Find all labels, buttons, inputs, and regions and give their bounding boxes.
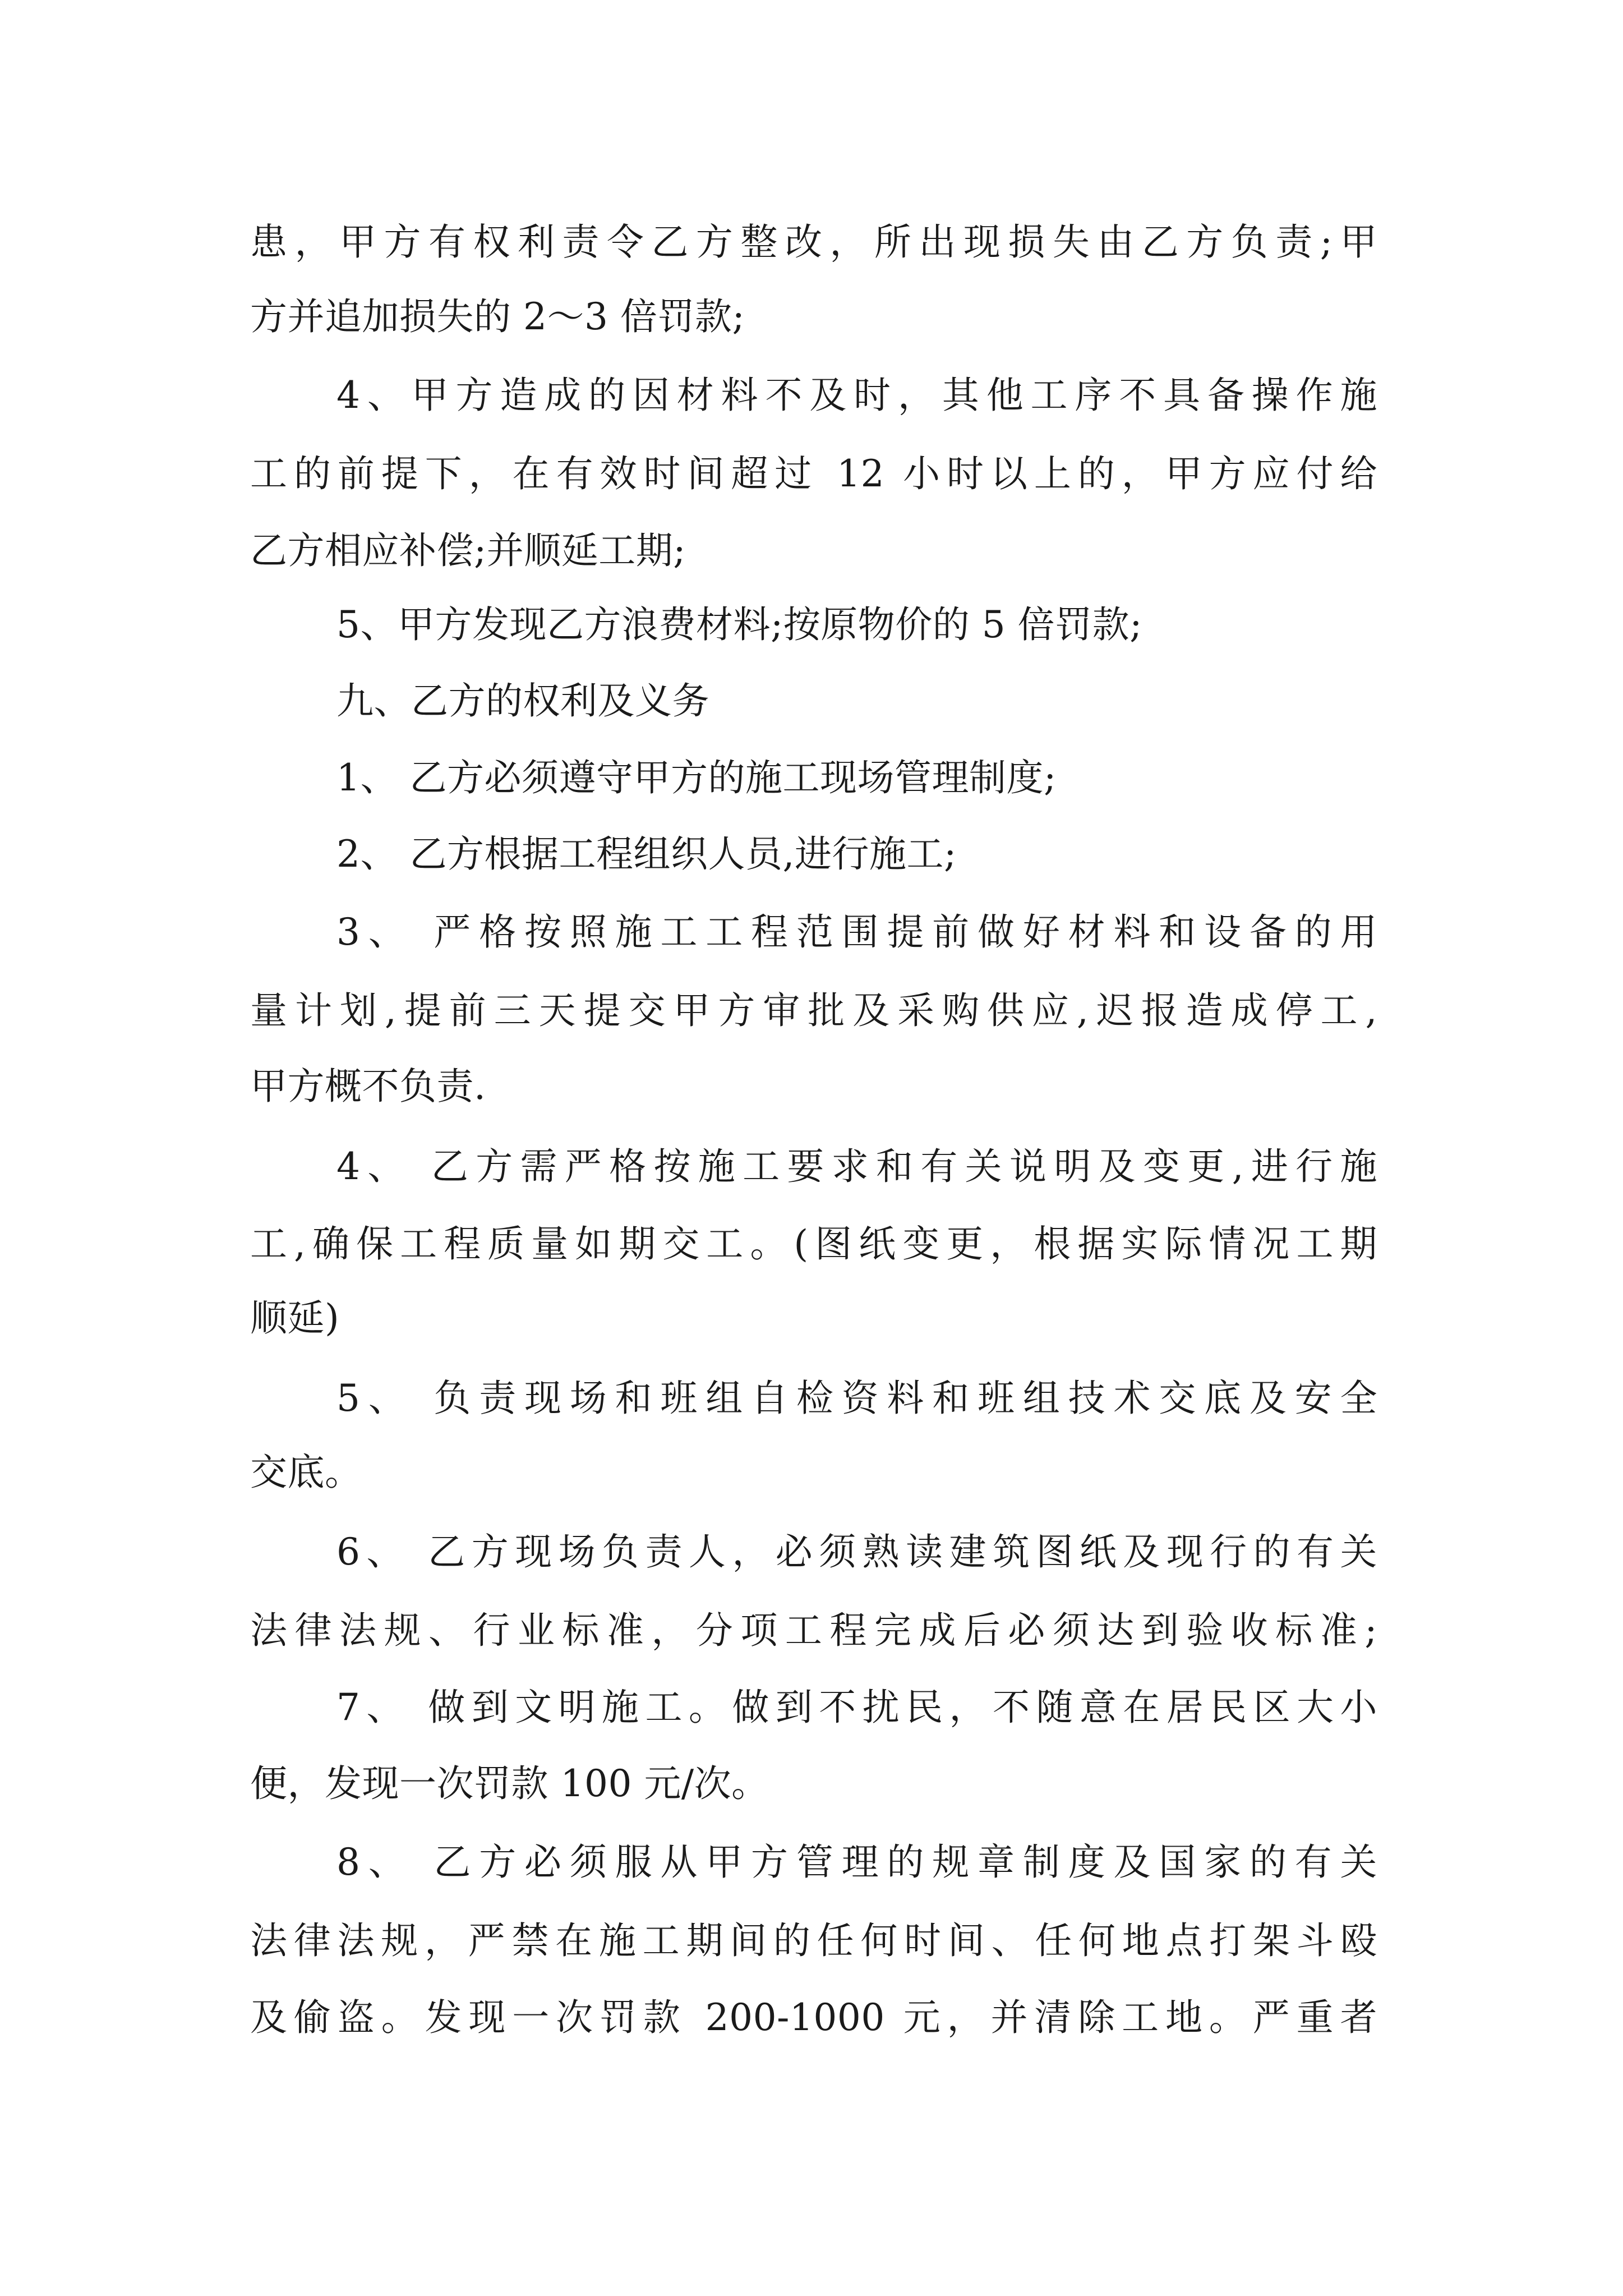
text-line: 3、 严格按照施工工程范围提前做好材料和设备的用 [336,910,1377,954]
text-line: 工的前提下，在有效时间超过 12 小时以上的，甲方应付给 [250,452,1377,495]
text-line: 法律法规，严禁在施工期间的任何时间、任何地点打架斗殴 [250,1919,1377,1962]
text-line: 1、 乙方必须遵守甲方的施工现场管理制度; [336,756,1057,799]
text-line: 工,确保工程质量如期交工。(图纸变更，根据实际情况工期 [250,1222,1377,1266]
text-line: 交底。 [250,1451,362,1494]
text-line: 量计划,提前三天提交甲方审批及采购供应,迟报造成停工, [250,989,1377,1032]
text-line: 5、甲方发现乙方浪费材料;按原物价的 5 倍罚款; [336,603,1142,646]
text-line: 及偷盗。发现一次罚款 200-1000 元，并清除工地。严重者 [250,1996,1377,2039]
text-line: 6、 乙方现场负责人，必须熟读建筑图纸及现行的有关 [336,1530,1377,1573]
section-heading: 九、乙方的权利及义务 [336,679,709,723]
text-line: 患，甲方有权利责令乙方整改，所出现损失由乙方负责;甲 [250,220,1377,264]
text-line: 4、 乙方需严格按施工要求和有关说明及变更,进行施 [336,1145,1377,1188]
text-line: 顺延) [250,1296,340,1340]
text-line: 法律法规、行业标准，分项工程完成后必须达到验收标准; [250,1609,1377,1652]
text-line: 甲方概不负责. [250,1065,486,1108]
text-line: 2、 乙方根据工程组织人员,进行施工; [336,832,957,876]
text-line: 乙方相应补偿;并顺延工期; [250,529,686,572]
text-line: 5、 负责现场和班组自检资料和班组技术交底及安全 [336,1377,1377,1420]
text-line: 7、 做到文明施工。做到不扰民，不随意在居民区大小 [336,1686,1377,1729]
text-line: 4、甲方造成的因材料不及时，其他工序不具备操作施 [336,374,1377,417]
text-line: 8、 乙方必须服从甲方管理的规章制度及国家的有关 [336,1841,1377,1884]
text-line: 便，发现一次罚款 100 元/次。 [250,1762,769,1805]
text-line: 方并追加损失的 2～3 倍罚款; [250,295,745,338]
